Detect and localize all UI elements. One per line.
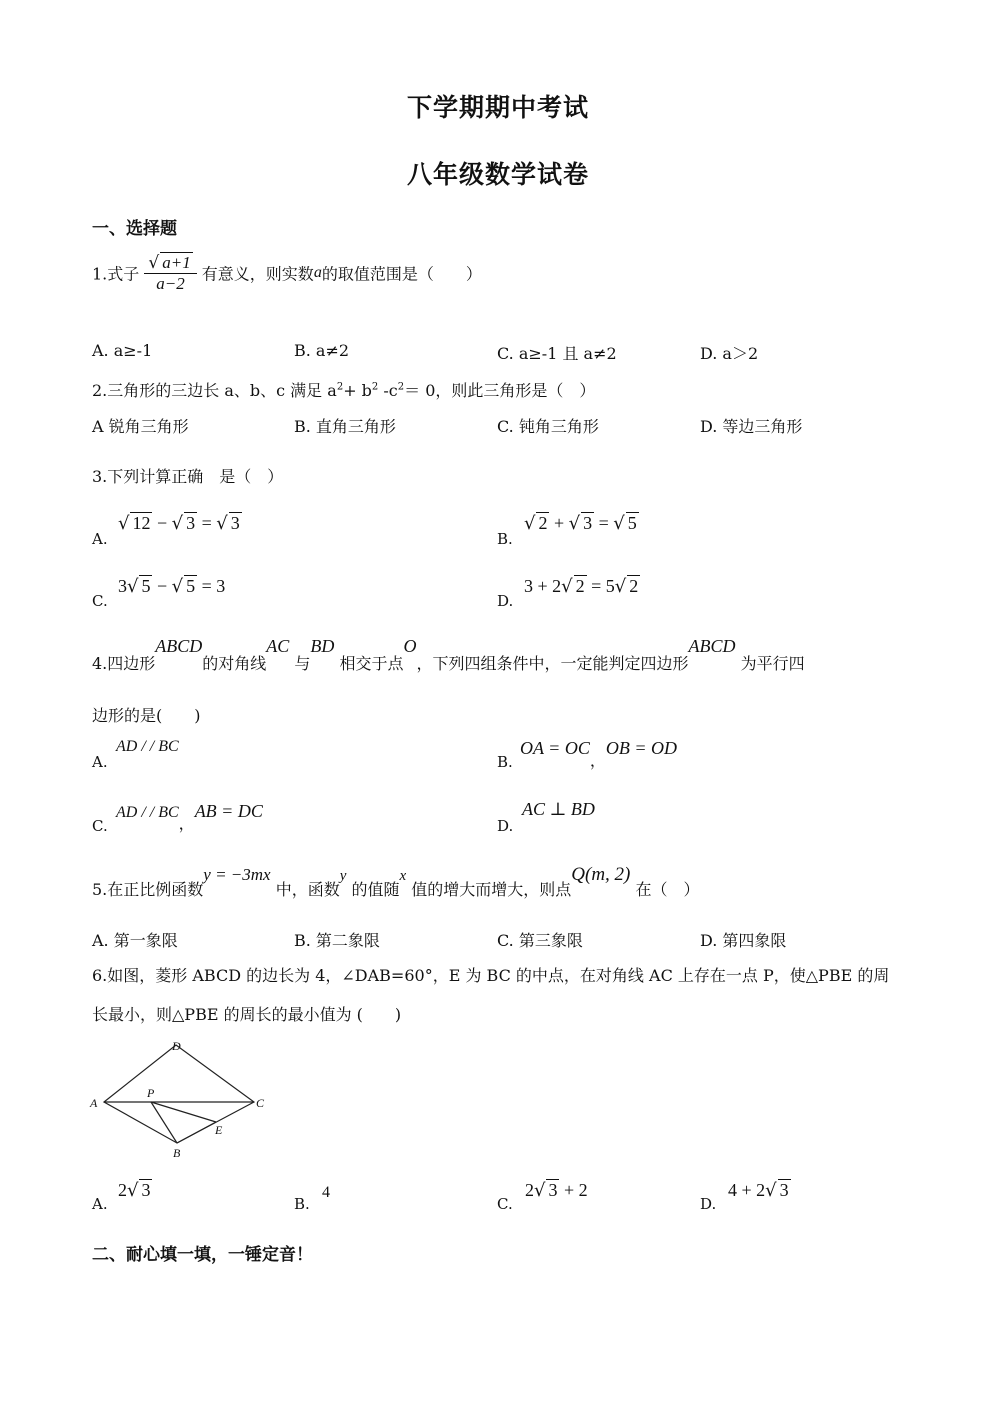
q2-text-c: -c bbox=[378, 381, 398, 400]
q3-c-eq: = 3 bbox=[201, 576, 226, 596]
q5-option-a: A. 第一象限 bbox=[92, 931, 178, 950]
q4-b-math2: OB = OD bbox=[605, 738, 677, 758]
question-6-line-1: 6.如图，菱形 ABCD 的边长为 4，∠DAB=60°，E 为 BC 的中点，在对角线 AC 上存在一点 P，使△PBE 的周 bbox=[92, 966, 890, 985]
q1-fraction bbox=[144, 252, 196, 294]
q6-d-head: 4 + 2 bbox=[728, 1180, 766, 1200]
q1-suffix-b: 的取值范围是（ ） bbox=[321, 264, 482, 284]
q2-option-a: A 锐角三角形 bbox=[92, 417, 189, 436]
label-d: D bbox=[172, 1039, 181, 1053]
q4-option-c-letter: C. bbox=[92, 817, 108, 835]
q2-option-d: D. 等边三角形 bbox=[700, 417, 803, 436]
q5-p5: 在（ ） bbox=[635, 880, 700, 899]
title-line-2: 八年级数学试卷 bbox=[407, 160, 590, 189]
q1-option-a: A. a≥-1 bbox=[92, 341, 153, 360]
q1-frac-denominator: a−2 bbox=[156, 274, 185, 293]
q6-option-d-expr: 4 + 2√ 3 bbox=[728, 1180, 789, 1201]
title-line-1: 下学期期中考试 bbox=[407, 93, 590, 122]
q3-b-rad1: 2 bbox=[538, 513, 548, 533]
q3-option-b-expr: √ 2 + √ 3 = √ 5 bbox=[524, 513, 637, 534]
q4-c-math1: AD / / BC bbox=[116, 804, 179, 821]
q4-b-math1: OA = OC bbox=[520, 738, 590, 758]
q4-abcd-2: ABCD bbox=[688, 636, 736, 656]
q6-c-coef: 2 bbox=[525, 1180, 534, 1200]
q4-abcd: ABCD bbox=[155, 636, 203, 656]
q6-d-rad: 3 bbox=[779, 1180, 789, 1200]
sqrt-icon: √ bbox=[148, 253, 160, 273]
q3-b-op: + bbox=[553, 513, 565, 533]
label-e: E bbox=[215, 1123, 223, 1137]
label-a: A bbox=[90, 1096, 98, 1110]
q6-a-coef: 2 bbox=[118, 1180, 127, 1200]
q3-c-coef: 3 bbox=[118, 576, 127, 596]
section-heading-choice: 一、选择题 bbox=[92, 219, 177, 239]
q4-p5: ，下列四组条件中，一定能判定四边形 bbox=[416, 654, 689, 673]
q1-frac-numerator: a+1 bbox=[162, 253, 191, 272]
q1-suffix-a: 有意义，则实数 bbox=[201, 264, 314, 284]
segment-be bbox=[177, 1122, 216, 1143]
q4-p6: 为平行四 bbox=[740, 654, 805, 673]
q5-point: Q(m, 2) bbox=[571, 864, 631, 885]
q6-a-rad: 3 bbox=[141, 1180, 151, 1200]
q4-p1: 4.四边形 bbox=[92, 654, 156, 673]
q3-a-op: − bbox=[156, 513, 168, 533]
q3-b-rad2: 3 bbox=[583, 513, 593, 533]
q4-option-a-expr: AD / / BC bbox=[116, 738, 179, 755]
rhombus-diagram bbox=[85, 1035, 275, 1165]
q6-option-a-letter: A. bbox=[92, 1195, 108, 1213]
label-b: B bbox=[173, 1146, 181, 1160]
q2-text-b: + b bbox=[343, 381, 372, 400]
q5-p3: 的值随 bbox=[351, 880, 400, 899]
label-p: P bbox=[147, 1086, 155, 1100]
q5-option-d: D. 第四象限 bbox=[700, 931, 787, 950]
segment-pb bbox=[151, 1102, 177, 1143]
label-c: C bbox=[256, 1096, 265, 1110]
segment-pe bbox=[151, 1102, 216, 1122]
q5-option-c: C. 第三象限 bbox=[497, 931, 583, 950]
q6-option-d-letter: D. bbox=[700, 1195, 717, 1213]
q4-option-b-expr bbox=[520, 736, 677, 770]
question-3-stem: 3.下列计算正确 是（ ） bbox=[92, 467, 284, 486]
q4-c-comma: ， bbox=[178, 814, 195, 833]
q4-p3: 与 bbox=[294, 654, 311, 673]
q1-prefix: 1.式子 bbox=[92, 264, 140, 284]
q3-d-pre: 3 + 2 bbox=[524, 576, 562, 596]
section-heading-fill: 二、耐心填一填，一锤定音！ bbox=[92, 1245, 313, 1265]
q5-p2: 中，函数 bbox=[275, 880, 340, 899]
q3-c-rad1: 5 bbox=[141, 576, 151, 596]
question-4-line-1 bbox=[92, 634, 805, 673]
q4-option-a-letter: A. bbox=[92, 753, 108, 771]
q3-option-d-letter: D. bbox=[497, 592, 514, 610]
question-4-line-2: 边形的是( ) bbox=[92, 706, 201, 725]
q1-option-b: B. a≠2 bbox=[294, 341, 350, 360]
q1-option-d: D. a＞2 bbox=[700, 344, 759, 363]
q5-p4: 值的增大而增大，则点 bbox=[411, 880, 572, 899]
q3-option-d-expr: 3 + 2√ 2 = 5√ 2 bbox=[524, 576, 639, 597]
q4-p2: 的对角线 bbox=[202, 654, 267, 673]
q3-option-a-expr: √ 12 − √ 3 = √ 3 bbox=[118, 513, 240, 534]
q3-option-a-letter: A. bbox=[92, 530, 108, 548]
q3-a-rad3: 3 bbox=[230, 513, 240, 533]
q4-o: O bbox=[403, 636, 417, 656]
q3-option-c-expr: 3√ 5 − √ 5 = 3 bbox=[118, 576, 226, 597]
q3-a-rad2: 3 bbox=[186, 513, 196, 533]
q2-option-c: C. 钝角三角形 bbox=[497, 417, 599, 436]
q4-p4: 相交于点 bbox=[339, 654, 404, 673]
q2-option-b: B. 直角三角形 bbox=[294, 417, 396, 436]
question-6-line-2: 长最小，则△PBE 的周长的最小值为 ( ) bbox=[92, 1005, 402, 1024]
q3-d-rad1: 2 bbox=[575, 576, 585, 596]
question-1-stem bbox=[92, 252, 482, 294]
q5-y: y bbox=[339, 868, 347, 884]
q5-x: x bbox=[399, 868, 407, 884]
q3-b-eq: = bbox=[598, 513, 609, 533]
q3-a-rad1: 12 bbox=[132, 513, 151, 533]
q6-c-rad: 3 bbox=[548, 1180, 558, 1200]
q6-option-c-letter: C. bbox=[497, 1195, 513, 1213]
q4-option-d-expr: AC ⊥ BD bbox=[522, 799, 595, 819]
q6-option-a-expr: 2√ 3 bbox=[118, 1180, 151, 1201]
q4-ac: AC bbox=[266, 636, 290, 656]
q2-sup-1: 2 bbox=[336, 381, 344, 393]
q5-func: y = −3mx bbox=[203, 865, 271, 884]
q4-bd: BD bbox=[310, 636, 335, 656]
q2-sup-2: 2 bbox=[371, 381, 379, 393]
q3-c-rad2: 5 bbox=[186, 576, 196, 596]
q1-variable: a bbox=[313, 264, 322, 281]
q2-text-a: 2.三角形的三边长 a、b、c 满足 a bbox=[92, 381, 337, 400]
q3-option-b-letter: B. bbox=[497, 530, 513, 548]
q2-sup-3: 2 bbox=[397, 381, 405, 393]
q4-b-comma: ， bbox=[589, 751, 606, 770]
q3-b-rad3: 5 bbox=[627, 513, 637, 533]
q5-option-b: B. 第二象限 bbox=[294, 931, 380, 950]
q3-c-op: − bbox=[156, 576, 168, 596]
q3-d-rad2: 2 bbox=[629, 576, 639, 596]
q6-option-b-letter: B. bbox=[294, 1195, 310, 1213]
q4-option-d-letter: D. bbox=[497, 817, 514, 835]
question-5-stem bbox=[92, 862, 700, 899]
q6-c-tail: + 2 bbox=[563, 1180, 588, 1200]
q3-a-eq: = bbox=[201, 513, 212, 533]
q4-option-b-letter: B. bbox=[497, 753, 513, 771]
question-2-stem bbox=[92, 378, 595, 401]
q6-option-b-expr: 4 bbox=[322, 1184, 330, 1201]
q3-d-eq: = 5 bbox=[591, 576, 615, 596]
rhombus-outline bbox=[104, 1045, 254, 1143]
q4-c-math2: AB = DC bbox=[194, 801, 263, 821]
q1-option-c: C. a≥-1 且 a≠2 bbox=[497, 344, 617, 363]
q3-option-c-letter: C. bbox=[92, 592, 108, 610]
q4-option-c-expr bbox=[116, 799, 263, 833]
q5-p1: 5.在正比例函数 bbox=[92, 880, 204, 899]
q2-text-d: ＝ 0，则此三角形是（ ） bbox=[404, 381, 596, 400]
q6-option-c-expr: 2√ 3 + 2 bbox=[525, 1180, 588, 1201]
